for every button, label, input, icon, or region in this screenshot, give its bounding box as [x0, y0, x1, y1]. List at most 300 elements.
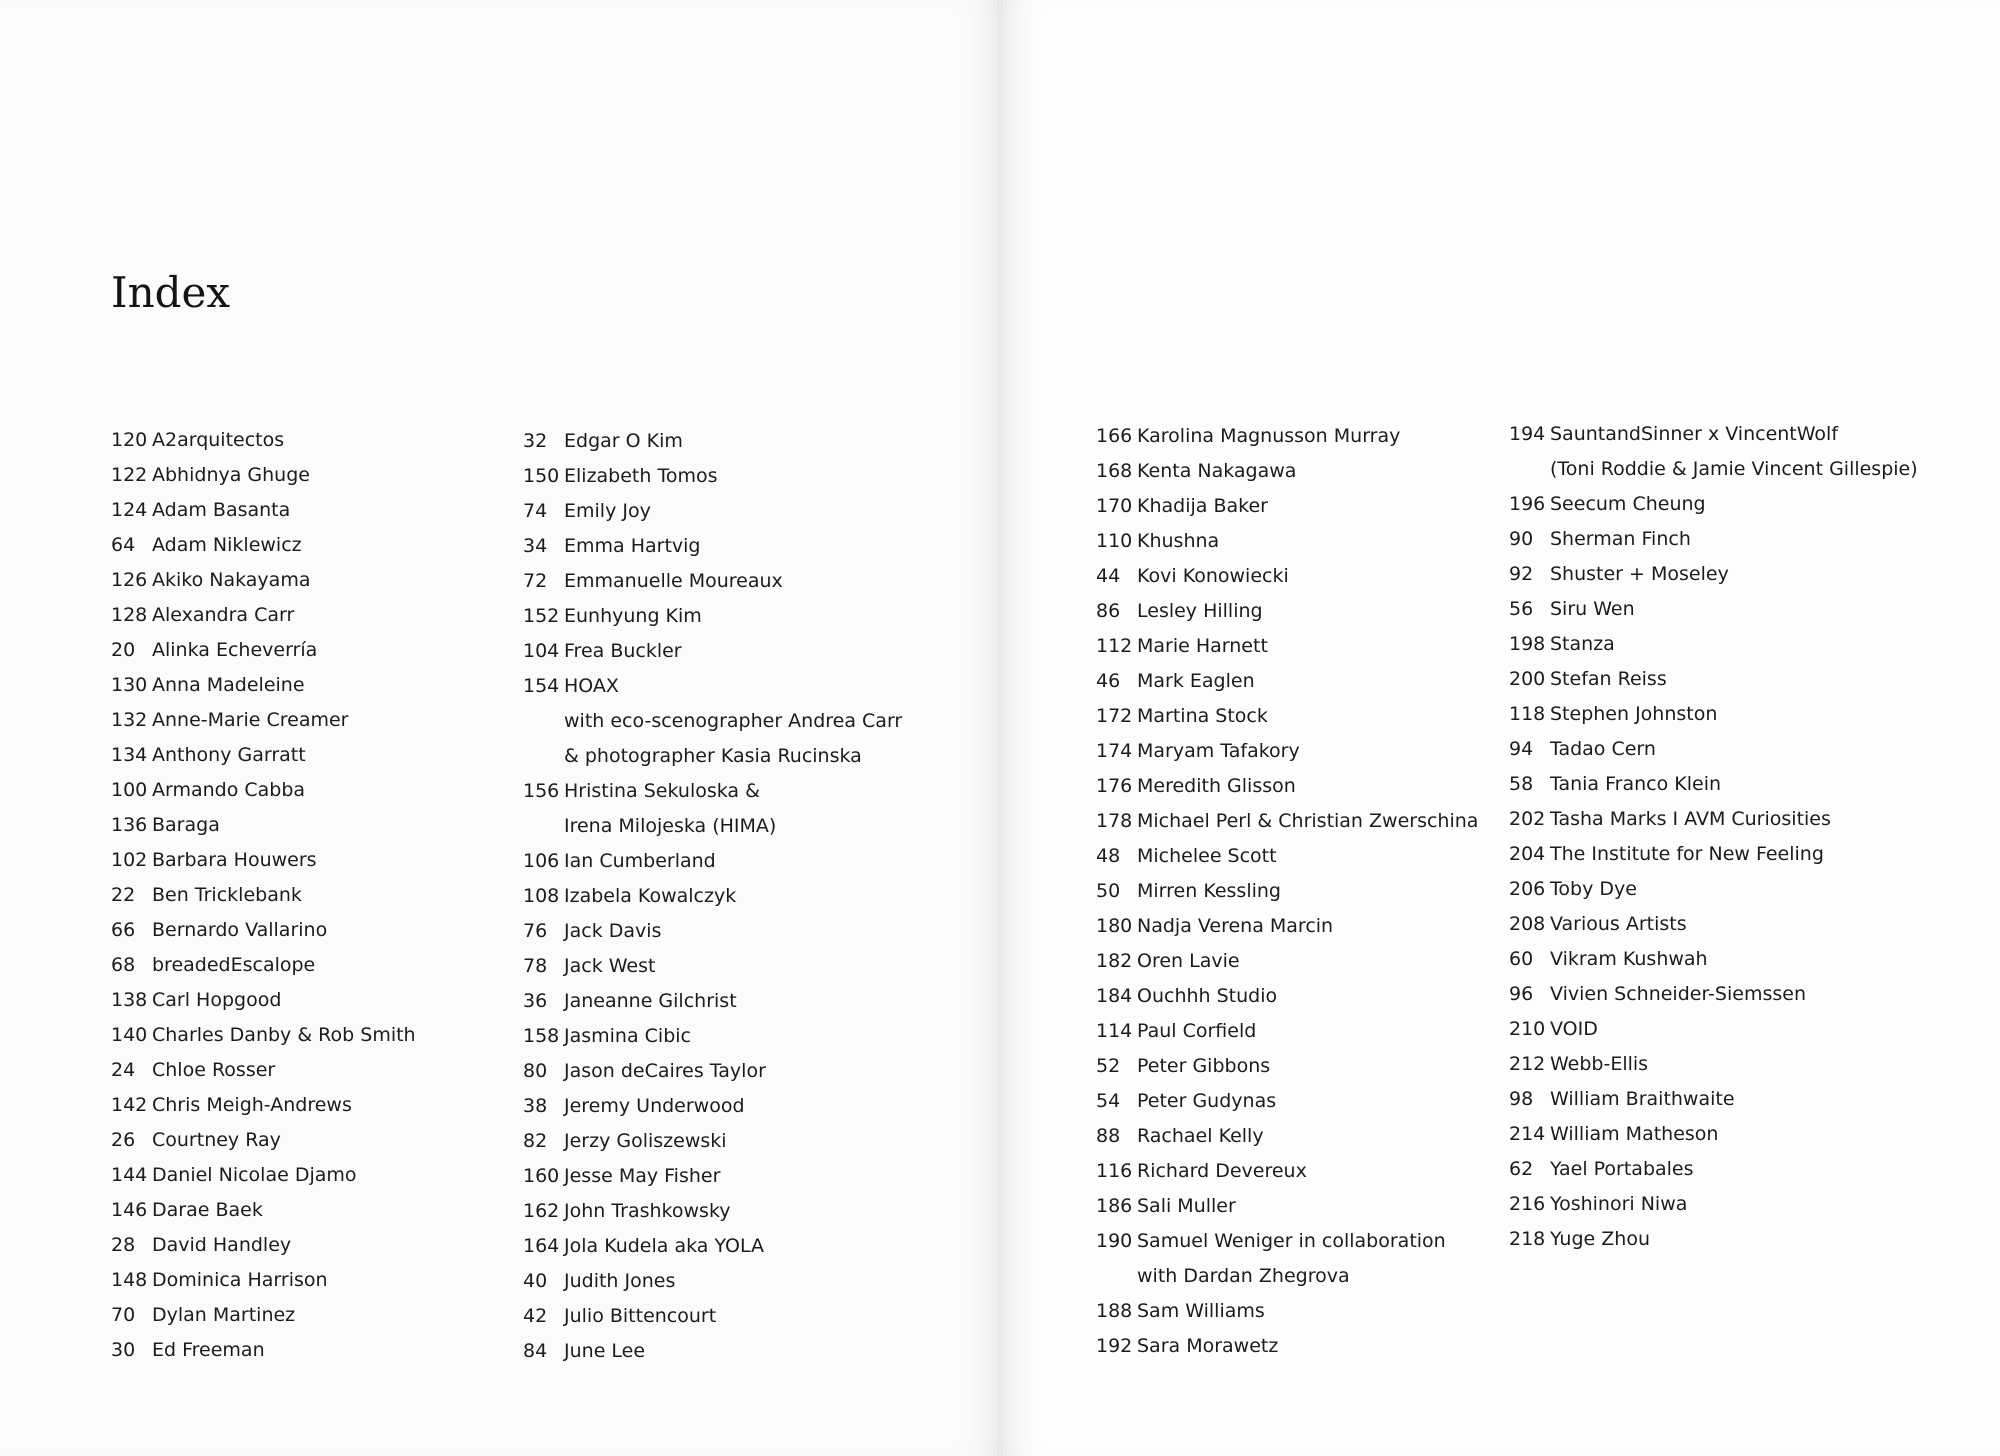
entry-name: Michelee Scott	[1137, 845, 1277, 867]
entry-page-number: 76	[523, 920, 548, 942]
index-entry	[1509, 977, 1918, 1012]
index-entry	[1509, 627, 1918, 662]
entry-name: Eunhyung Kim	[564, 605, 702, 627]
entry-page-number: 24	[111, 1059, 136, 1081]
index-entry	[1096, 839, 1478, 874]
index-entry	[111, 1263, 416, 1298]
entry-page-number: 144	[111, 1164, 148, 1186]
index-entry	[111, 1193, 416, 1228]
entry-page-number: 214	[1509, 1123, 1546, 1145]
index-entry	[1096, 1329, 1478, 1364]
entry-name: Ed Freeman	[152, 1339, 265, 1361]
entry-name: Martina Stock	[1137, 705, 1268, 727]
entry-name: SauntandSinner x VincentWolf	[1550, 423, 1839, 445]
index-entry	[523, 879, 902, 914]
index-entry	[1096, 1154, 1478, 1189]
entry-name: Kenta Nakagawa	[1137, 460, 1297, 482]
entry-name: Lesley Hilling	[1137, 600, 1263, 622]
index-entry	[1509, 1082, 1918, 1117]
entry-page-number: 186	[1096, 1195, 1133, 1217]
entry-name: Mirren Kessling	[1137, 880, 1281, 902]
entry-page-number: 174	[1096, 740, 1133, 762]
entry-page-number: 86	[1096, 600, 1121, 622]
entry-name: Dominica Harrison	[152, 1269, 328, 1291]
index-entry	[1509, 697, 1918, 732]
index-entry	[1096, 979, 1478, 1014]
entry-name: Tasha Marks I AVM Curiosities	[1550, 808, 1831, 830]
index-entry	[111, 1333, 416, 1368]
index-entry	[1096, 629, 1478, 664]
entry-name: Izabela Kowalczyk	[564, 885, 737, 907]
index-entry-continuation	[523, 739, 902, 774]
entry-page-number: 138	[111, 989, 148, 1011]
entry-page-number: 84	[523, 1340, 548, 1362]
entry-page-number: 38	[523, 1095, 548, 1117]
index-entry	[1096, 909, 1478, 944]
index-entry	[523, 984, 902, 1019]
entry-name: Maryam Tafakory	[1137, 740, 1300, 762]
index-entry	[111, 948, 416, 983]
entry-page-number: 200	[1509, 668, 1546, 690]
entry-page-number: 134	[111, 744, 148, 766]
entry-page-number: 104	[523, 640, 560, 662]
entry-page-number: 60	[1509, 948, 1534, 970]
entry-name: VOID	[1550, 1018, 1598, 1040]
entry-name: The Institute for New Feeling	[1550, 843, 1824, 865]
entry-page-number: 210	[1509, 1018, 1546, 1040]
entry-page-number: 168	[1096, 460, 1133, 482]
entry-name: Carl Hopgood	[152, 989, 282, 1011]
index-entry	[523, 844, 902, 879]
entry-name: Anthony Garratt	[152, 744, 306, 766]
index-entry	[111, 738, 416, 773]
entry-page-number: 64	[111, 534, 136, 556]
entry-name: Stefan Reiss	[1550, 668, 1667, 690]
entry-name: Mark Eaglen	[1137, 670, 1255, 692]
entry-page-number: 40	[523, 1270, 548, 1292]
entry-name: Jack West	[564, 955, 656, 977]
index-entry	[111, 633, 416, 668]
entry-name: Siru Wen	[1550, 598, 1635, 620]
entry-page-number: 48	[1096, 845, 1121, 867]
entry-page-number: 132	[111, 709, 148, 731]
index-entry	[523, 774, 902, 809]
entry-name: Daniel Nicolae Djamo	[152, 1164, 357, 1186]
entry-name: Adam Basanta	[152, 499, 291, 521]
entry-page-number: 74	[523, 500, 548, 522]
index-entry	[111, 423, 416, 458]
index-entry	[1096, 874, 1478, 909]
entry-page-number: 184	[1096, 985, 1133, 1007]
entry-name: Michael Perl & Christian Zwerschina	[1137, 810, 1479, 832]
entry-page-number: 72	[523, 570, 548, 592]
entry-name: Chloe Rosser	[152, 1059, 276, 1081]
index-entry	[1509, 942, 1918, 977]
entry-page-number: 124	[111, 499, 148, 521]
entry-page-number: 90	[1509, 528, 1534, 550]
entry-name: Edgar O Kim	[564, 430, 683, 452]
entry-page-number: 212	[1509, 1053, 1546, 1075]
entry-page-number: 188	[1096, 1300, 1133, 1322]
index-entry	[1096, 489, 1478, 524]
entry-page-number: 156	[523, 780, 560, 802]
entry-name: Sara Morawetz	[1137, 1335, 1279, 1357]
entry-name: Peter Gibbons	[1137, 1055, 1271, 1077]
index-entry	[523, 1019, 902, 1054]
entry-name: Vikram Kushwah	[1550, 948, 1708, 970]
index-entry	[111, 598, 416, 633]
entry-page-number: 182	[1096, 950, 1133, 972]
entry-name: Sherman Finch	[1550, 528, 1691, 550]
index-column-2	[523, 424, 902, 1369]
entry-page-number: 108	[523, 885, 560, 907]
index-entry	[1096, 769, 1478, 804]
entry-page-number: 32	[523, 430, 548, 452]
entry-name: Ben Tricklebank	[152, 884, 302, 906]
entry-name: William Braithwaite	[1550, 1088, 1735, 1110]
entry-page-number: 106	[523, 850, 560, 872]
index-entry-continuation	[1096, 1259, 1478, 1294]
entry-name: Hristina Sekuloska &	[564, 780, 760, 802]
index-entry	[111, 773, 416, 808]
entry-page-number: 62	[1509, 1158, 1534, 1180]
entry-page-number: 82	[523, 1130, 548, 1152]
entry-page-number: 196	[1509, 493, 1546, 515]
entry-name: Emmanuelle Moureaux	[564, 570, 783, 592]
index-entry	[1096, 524, 1478, 559]
entry-name: Akiko Nakayama	[152, 569, 311, 591]
entry-name: Emily Joy	[564, 500, 651, 522]
entry-name: Armando Cabba	[152, 779, 306, 801]
entry-name: Sam Williams	[1137, 1300, 1265, 1322]
entry-page-number: 154	[523, 675, 560, 697]
index-entry	[111, 1123, 416, 1158]
entry-page-number: 180	[1096, 915, 1133, 937]
entry-name: Anna Madeleine	[152, 674, 305, 696]
index-entry	[523, 1229, 902, 1264]
entry-page-number: 110	[1096, 530, 1133, 552]
entry-page-number: 28	[111, 1234, 136, 1256]
index-entry	[111, 1228, 416, 1263]
entry-name: Elizabeth Tomos	[564, 465, 718, 487]
entry-name: Richard Devereux	[1137, 1160, 1307, 1182]
entry-page-number: 80	[523, 1060, 548, 1082]
entry-page-number: 178	[1096, 810, 1133, 832]
entry-page-number: 54	[1096, 1090, 1121, 1112]
index-entry	[1509, 767, 1918, 802]
entry-name: Jack Davis	[564, 920, 662, 942]
index-entry	[523, 1054, 902, 1089]
entry-page-number: 114	[1096, 1020, 1133, 1042]
index-entry	[523, 949, 902, 984]
entry-name: Paul Corfield	[1137, 1020, 1257, 1042]
book-gutter	[998, 0, 1002, 1456]
index-entry	[1096, 734, 1478, 769]
index-entry	[111, 528, 416, 563]
index-entry	[111, 668, 416, 703]
entry-name: John Trashkowsky	[564, 1200, 731, 1222]
entry-page-number: 34	[523, 535, 548, 557]
index-entry	[1096, 1224, 1478, 1259]
entry-page-number: 146	[111, 1199, 148, 1221]
entry-page-number: 116	[1096, 1160, 1133, 1182]
index-entry	[523, 564, 902, 599]
entry-page-number: 130	[111, 674, 148, 696]
entry-page-number: 176	[1096, 775, 1133, 797]
index-entry	[111, 1018, 416, 1053]
entry-name: with eco-scenographer Andrea Carr	[564, 710, 903, 732]
entry-name: Yael Portabales	[1550, 1158, 1694, 1180]
entry-name: Irena Milojeska (HIMA)	[564, 815, 777, 837]
index-entry	[523, 1089, 902, 1124]
index-entry	[1509, 557, 1918, 592]
entry-name: Dylan Martinez	[152, 1304, 296, 1326]
entry-page-number: 98	[1509, 1088, 1534, 1110]
index-entry	[1509, 837, 1918, 872]
entry-name: Jerzy Goliszewski	[564, 1130, 727, 1152]
entry-name: Abhidnya Ghuge	[152, 464, 310, 486]
entry-page-number: 216	[1509, 1193, 1546, 1215]
index-entry	[1096, 699, 1478, 734]
entry-page-number: 150	[523, 465, 560, 487]
entry-name: Various Artists	[1550, 913, 1687, 935]
entry-page-number: 56	[1509, 598, 1534, 620]
entry-name: Jason deCaires Taylor	[564, 1060, 766, 1082]
entry-page-number: 94	[1509, 738, 1534, 760]
index-column-3	[1096, 419, 1478, 1364]
entry-page-number: 112	[1096, 635, 1133, 657]
entry-name: Ouchhh Studio	[1137, 985, 1278, 1007]
index-entry	[1096, 1294, 1478, 1329]
entry-name: A2arquitectos	[152, 429, 285, 451]
entry-page-number: 70	[111, 1304, 136, 1326]
index-entry	[111, 983, 416, 1018]
entry-page-number: 68	[111, 954, 136, 976]
index-entry	[1509, 872, 1918, 907]
index-entry	[1509, 1012, 1918, 1047]
index-entry	[1509, 1222, 1918, 1257]
entry-name: Judith Jones	[564, 1270, 676, 1292]
entry-name: HOAX	[564, 675, 619, 697]
entry-page-number: 218	[1509, 1228, 1546, 1250]
entry-page-number: 164	[523, 1235, 560, 1257]
entry-name: Anne-Marie Creamer	[152, 709, 349, 731]
index-entry	[523, 914, 902, 949]
entry-name: Karolina Magnusson Murray	[1137, 425, 1401, 447]
entry-name: Alexandra Carr	[152, 604, 295, 626]
entry-name: Samuel Weniger in collaboration	[1137, 1230, 1446, 1252]
entry-page-number: 198	[1509, 633, 1546, 655]
entry-page-number: 192	[1096, 1335, 1133, 1357]
entry-name: Emma Hartvig	[564, 535, 701, 557]
entry-name: Peter Gudynas	[1137, 1090, 1277, 1112]
index-entry	[111, 1298, 416, 1333]
index-entry	[111, 563, 416, 598]
index-entry	[1096, 559, 1478, 594]
entry-page-number: 50	[1096, 880, 1121, 902]
entry-page-number: 166	[1096, 425, 1133, 447]
entry-name: Janeanne Gilchrist	[564, 990, 737, 1012]
index-entry	[1509, 592, 1918, 627]
index-entry	[523, 599, 902, 634]
entry-page-number: 158	[523, 1025, 560, 1047]
index-entry	[111, 1158, 416, 1193]
entry-name: with Dardan Zhegrova	[1137, 1265, 1350, 1287]
entry-page-number: 140	[111, 1024, 148, 1046]
entry-page-number: 160	[523, 1165, 560, 1187]
entry-page-number: 44	[1096, 565, 1121, 587]
entry-name: Alinka Echeverría	[152, 639, 318, 661]
index-entry	[1096, 594, 1478, 629]
entry-page-number: 88	[1096, 1125, 1121, 1147]
index-column-1	[111, 423, 416, 1368]
entry-page-number: 202	[1509, 808, 1546, 830]
entry-page-number: 190	[1096, 1230, 1133, 1252]
index-entry	[111, 913, 416, 948]
index-entry	[523, 459, 902, 494]
index-entry	[1096, 1084, 1478, 1119]
entry-name: Tania Franco Klein	[1550, 773, 1722, 795]
entry-page-number: 152	[523, 605, 560, 627]
entry-page-number: 142	[111, 1094, 148, 1116]
index-entry	[1509, 522, 1918, 557]
index-entry	[111, 843, 416, 878]
entry-name: breadedEscalope	[152, 954, 316, 976]
entry-name: Chris Meigh-Andrews	[152, 1094, 352, 1116]
entry-name: Webb-Ellis	[1550, 1053, 1649, 1075]
entry-page-number: 30	[111, 1339, 136, 1361]
entry-name: Tadao Cern	[1550, 738, 1656, 760]
index-entry	[523, 669, 902, 704]
index-entry	[1096, 804, 1478, 839]
index-entry	[1096, 944, 1478, 979]
index-entry	[1096, 454, 1478, 489]
entry-name: Kovi Konowiecki	[1137, 565, 1289, 587]
index-entry	[111, 703, 416, 738]
index-entry	[1096, 1049, 1478, 1084]
index-entry-continuation	[1509, 452, 1918, 487]
entry-name: Meredith Glisson	[1137, 775, 1296, 797]
index-entry	[111, 1088, 416, 1123]
entry-name: Yuge Zhou	[1550, 1228, 1650, 1250]
index-entry	[111, 493, 416, 528]
index-entry-continuation	[523, 704, 902, 739]
entry-name: & photographer Kasia Rucinska	[564, 745, 862, 767]
entry-name: Julio Bittencourt	[564, 1305, 717, 1327]
entry-name: Jeremy Underwood	[564, 1095, 745, 1117]
index-entry	[1509, 1047, 1918, 1082]
entry-name: Shuster + Moseley	[1550, 563, 1729, 585]
entry-page-number: 46	[1096, 670, 1121, 692]
entry-page-number: 118	[1509, 703, 1546, 725]
entry-name: Khushna	[1137, 530, 1220, 552]
entry-page-number: 122	[111, 464, 148, 486]
entry-page-number: 92	[1509, 563, 1534, 585]
entry-page-number: 36	[523, 990, 548, 1012]
entry-name: Marie Harnett	[1137, 635, 1268, 657]
index-entry	[523, 1299, 902, 1334]
entry-page-number: 208	[1509, 913, 1546, 935]
index-entry	[1509, 802, 1918, 837]
entry-name: Jola Kudela aka YOLA	[564, 1235, 764, 1257]
index-entry	[1096, 1119, 1478, 1154]
index-entry	[111, 808, 416, 843]
index-entry	[523, 1334, 902, 1369]
entry-name: Yoshinori Niwa	[1550, 1193, 1688, 1215]
entry-name: William Matheson	[1550, 1123, 1719, 1145]
entry-name: Darae Baek	[152, 1199, 263, 1221]
index-entry	[1509, 487, 1918, 522]
entry-page-number: 204	[1509, 843, 1546, 865]
entry-name: Bernardo Vallarino	[152, 919, 328, 941]
entry-page-number: 78	[523, 955, 548, 977]
entry-name: Stanza	[1550, 633, 1615, 655]
entry-page-number: 66	[111, 919, 136, 941]
entry-name: Jesse May Fisher	[564, 1165, 721, 1187]
entry-page-number: 194	[1509, 423, 1546, 445]
entry-page-number: 128	[111, 604, 148, 626]
entry-name: June Lee	[564, 1340, 646, 1362]
index-entry	[523, 529, 902, 564]
entry-page-number: 26	[111, 1129, 136, 1151]
entry-page-number: 148	[111, 1269, 148, 1291]
entry-page-number: 20	[111, 639, 136, 661]
index-entry	[1509, 1117, 1918, 1152]
entry-page-number: 170	[1096, 495, 1133, 517]
entry-page-number: 96	[1509, 983, 1534, 1005]
index-entry	[523, 634, 902, 669]
index-entry	[523, 1159, 902, 1194]
entry-name: Toby Dye	[1550, 878, 1637, 900]
entry-page-number: 42	[523, 1305, 548, 1327]
entry-page-number: 120	[111, 429, 148, 451]
entry-name: David Handley	[152, 1234, 292, 1256]
entry-name: Sali Muller	[1137, 1195, 1236, 1217]
index-entry	[523, 1264, 902, 1299]
index-entry	[1509, 1187, 1918, 1222]
index-entry	[1509, 662, 1918, 697]
index-entry	[523, 1124, 902, 1159]
entry-name: Baraga	[152, 814, 220, 836]
entry-name: Adam Niklewicz	[152, 534, 302, 556]
entry-page-number: 100	[111, 779, 148, 801]
index-entry	[1509, 417, 1918, 452]
index-entry	[1509, 732, 1918, 767]
entry-name: (Toni Roddie & Jamie Vincent Gillespie)	[1550, 458, 1918, 480]
entry-name: Frea Buckler	[564, 640, 682, 662]
entry-page-number: 126	[111, 569, 148, 591]
index-entry	[523, 494, 902, 529]
entry-name: Nadja Verena Marcin	[1137, 915, 1334, 937]
index-entry	[1096, 419, 1478, 454]
entry-page-number: 52	[1096, 1055, 1121, 1077]
index-entry-continuation	[523, 809, 902, 844]
entry-name: Ian Cumberland	[564, 850, 716, 872]
entry-page-number: 206	[1509, 878, 1546, 900]
entry-page-number: 172	[1096, 705, 1133, 727]
entry-page-number: 102	[111, 849, 148, 871]
entry-name: Jasmina Cibic	[564, 1025, 691, 1047]
entry-name: Oren Lavie	[1137, 950, 1240, 972]
entry-page-number: 58	[1509, 773, 1534, 795]
index-entry	[1509, 1152, 1918, 1187]
index-entry	[1096, 1189, 1478, 1224]
page-title: Index	[111, 268, 231, 317]
entry-page-number: 22	[111, 884, 136, 906]
entry-name: Charles Danby & Rob Smith	[152, 1024, 416, 1046]
entry-name: Seecum Cheung	[1550, 493, 1706, 515]
index-entry	[1509, 907, 1918, 942]
